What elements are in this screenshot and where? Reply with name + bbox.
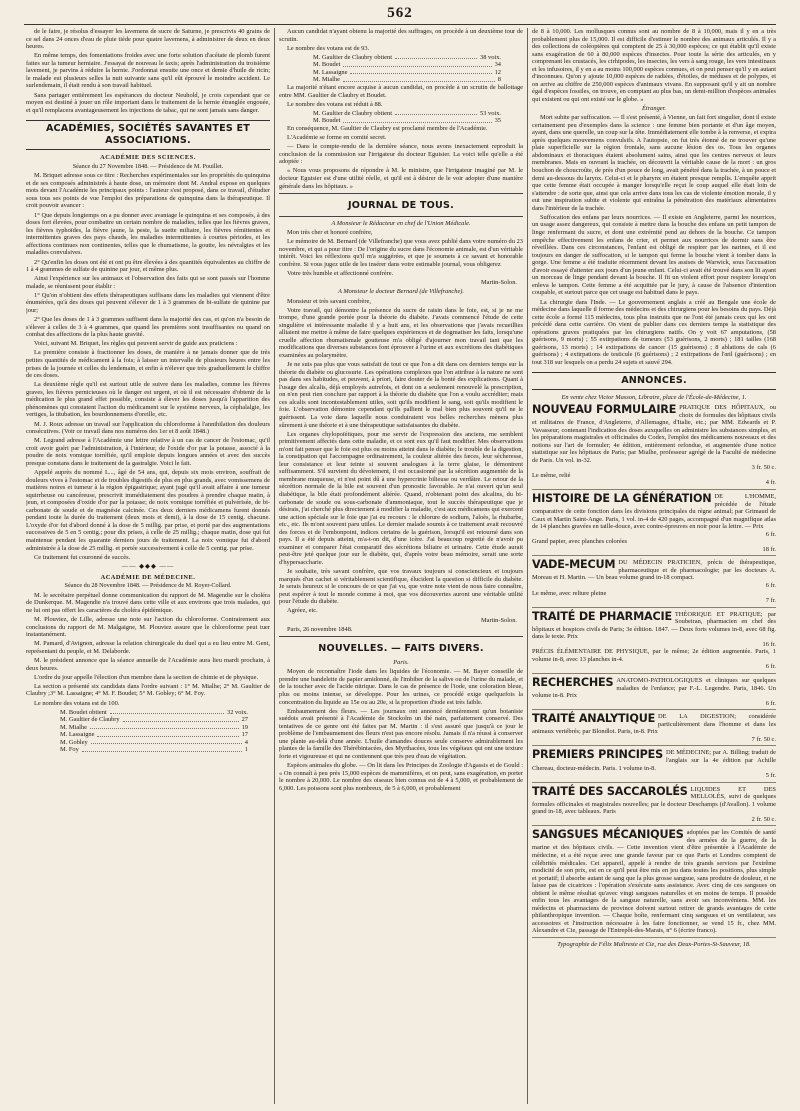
signature: Martin-Solon. — [480, 616, 517, 624]
ad-title: TRAITÉ DE PHARMACIE — [532, 609, 672, 623]
ad-text: DE L'HOMME, précédée de l'étude comparative de cette fonction dans les divisions principales du règne animal; par Grimaud de Caux et Martin Saint-Ange. Paris, 1 vol. in-4 de 420 pages, accompagné d'un magnifique atlas de 14 planches gravées en taille-douce, avec contre-épreuves en noir pour la lettre. — Prix — [532, 493, 776, 531]
letter-addressee: A Monsieur le Rédacteur en chef de l'Union Médicale. — [331, 220, 471, 228]
ad-item — [532, 404, 776, 490]
ad-extra-price: 7 fr. — [765, 597, 776, 605]
paragraph: 2° Que les doses de 1 à 3 grammes suffisent dans la majorité des cas, et qu'on n'a besoin de s'élever à celles de 3 à 4 grammes, que quand les premières sont insuffisantes ou quand on combat des affections de la plus haute gravité. — [26, 316, 270, 339]
paragraph: Mon très cher et honoré confrère, — [287, 229, 373, 237]
ad-text: DU MÉDECIN PRATICIEN, précis de thérapeutique, pharmaceutique et de pharmacologie; par les docteurs A. Moreau et H. Martin. — Un beau volume grand in-18 compact. — [532, 559, 776, 582]
ad-extra-price: 4 fr. — [765, 479, 776, 487]
paragraph: Le nombre des votans est de 100. — [34, 699, 120, 707]
paragraph: M. le secrétaire perpétuel donne communication du rapport de M. Magendie sur le choléra de Dunkerque. M. Magendie n'a trouvé dans cette ville et aux environs que trois malades, qui ne lui ont pas offert les caractères du choléra épidémique. — [26, 591, 270, 614]
news-item: Moyen de reconnaître l'iode dans les liquides de l'économie. — M. Bayer conseille de prendre une bandelette de papier amidonné, de l'imbiber de la salive ou de l'urine du malade, et de la toucher avec de l'acide nitrique. Dans le cas de présence de l'iode, une coloration bleue, plus ou moins intense, se développe. Pour les urines, ce procédé exige quelquefois la concentration du liquide au 15e ou au 20e, si la proportion d'iode est très faible. — [279, 668, 523, 706]
header-rule — [24, 24, 776, 25]
ad-price: 3 fr. 50 c. — [751, 464, 776, 472]
session-line: Séance du 27 Novembre 1848. — Présidence de M. Pouillet. — [72, 162, 224, 170]
paragraph: Le mémoire de M. Bernard (de Villefranche) que vous avez publié dans votre numéro du 23 novembre, et qui a pour titre : De l'origine du sucre dans l'économie animale, est d'un véritable intérêt. Voici les réflexions qu'il m'a suggérées, et que je soumets à ce savant et honorable confrère. Si vous jugez utile de les insérer dans votre estimable journal, vous obligerez — [279, 238, 523, 269]
ad-item — [532, 749, 776, 782]
ad-text: LIQUIDES ET DES MELLOLÉS, suivi de quelques formules officinales et magistrales nouvelles; par le docteur Deschamps (d'Avallon). 1 volume grand in-18, avec tableaux. Paris — [532, 785, 776, 816]
vote-row: M. Gaultier de Claubry obtient 38 voix. — [313, 53, 501, 61]
news-item: Embaumement des fleurs. — Les journaux ont annoncé dernièrement qu'un botaniste suédois avait présenté à l'Académie de Stockolm un thé nain, parfaitement conservé. Des tentatives de ce genre ont été faites par M. Martin : il s'est assuré que jusqu'à ce jour le problème de l'embaumement des fleurs n'est pas encore résolu. Jamais il n'a réussi à conserver une plante au-delà d'une année. L'huile d'amandes douces seule conserve admirablement les plantes de la famille des Thérébintacées, des Myrthacées, tous les végétaux qui ont une texture forte et vigoureuse et qui ne contiennent que très peu d'eau de végétation. — [279, 707, 523, 760]
paragraph: M. Briquet adresse sous ce titre : Recherches expérimentales sur les propriétés du quinquina et de ses composés administrés à haute dose, un mémoire dont M. Andral expose en quelques mots devant l'Académie les principaux points : l'auteur s'est proposé, dans ce travail, d'étudier sous tous ses points de vue l'emploi des préparations de quinquina dans la thérapeutique. Il croit pouvoir avancer : — [26, 172, 270, 210]
ad-item — [532, 786, 776, 827]
column-middle — [279, 28, 523, 1104]
ads-intro: En vente chez Victor Masson, Libraire, place de l'École-de-Médecine, 1. — [561, 394, 747, 402]
imprint-line: Typographie de Félix Maltreste et Cie, rue des Deux-Portes-St-Sauveur, 18. — [557, 940, 751, 948]
ad-text: DE LA DIGESTION; considérée particulièrement dans l'homme et dans les animaux vertébrés; par Blondlot. Paris, in-8. Prix — [532, 713, 776, 736]
ad-extra: PRÉCIS ÉLÉMENTAIRE DE PHYSIQUE, par le même; 2e édition augmentée. Paris, 1 volume in-8, avec 13 planches in-4. — [532, 648, 776, 663]
paragraph: Aucun candidat n'ayant obtenu la majorité des suffrages, on procède à un deuxième tour de scrutin. — [279, 28, 523, 43]
vote-table — [279, 54, 523, 84]
session-line: Séance du 28 Novembre 1848. — Présidence de M. Royer-Collard. — [64, 582, 232, 590]
paragraph: M. J. Roux adresse un travail sur l'application du chloroforme à l'annihilation des douleurs consécutives. (Voir ce travail dans nos numéros des 1er et 8 août 1848.) — [26, 420, 270, 436]
ads-title: ANNONCES. — [532, 372, 776, 390]
paragraph: Agréez, etc. — [287, 607, 318, 615]
vote-row: M. Foy 1 — [60, 746, 248, 754]
ad-item — [532, 493, 776, 556]
paragraph: Ainsi l'expérience sur les animaux et l'observation des faits qui se sont passés sur l'homme malade, se réunissent pour établir : — [26, 275, 270, 290]
vote-row: M. Gaultier de Claubry 27 — [60, 716, 248, 724]
paragraph: Je ne suis pas plus que vous satisfait de tout ce que l'on a dit dans ces derniers temps sur la théorie du diabète ou glucosurie. Les opérations complexes que l'on attribue à la nature ne sont pas dans ses habitudes, et peuvent, à priori, faire douter de la bonté des explications. Quant à l'usage des alcalis, déjà employés autrefois, et dont on a seulement renouvelé la prescription, on n'en peut rien conclure par rapport à la théorie du diabète que l'on a voulu accréditer; mais ces alcalis sont incontestablement utiles, soit qu'ils modifient le sang, soit qu'ils modifient le foie. L'observation démontre cependant qu'ils pallient le mal bien plus souvent qu'il ne le guérissent. La voie dans laquelle nous conduiraient vos belles recherches mènera plus sûrement à une théorie et à une thérapeutique satisfaisantes du diabète. — [279, 361, 523, 429]
vote-row: M. Boudet obtient 32 voix. — [60, 708, 248, 716]
ad-price: 6 fr. — [765, 530, 776, 538]
ad-title: NOUVEAU FORMULAIRE — [532, 402, 677, 416]
paragraph: L'ordre du jour appelle l'élection d'un membre dans la section de chimie et de physique. — [34, 673, 259, 681]
vote-row: M. Boudet 34 — [313, 61, 501, 69]
ad-extra: Le même, relié — [532, 471, 571, 479]
vote-table — [26, 709, 270, 754]
column-divider — [274, 28, 275, 1104]
ad-title: SANGSUES MÉCANIQUES — [532, 828, 684, 842]
paragraph: Monsieur et très savant confrère, — [287, 297, 371, 305]
ad-title: TRAITÉ ANALYTIQUE — [532, 712, 656, 726]
ad-extra: Le même, avec reliure pleine — [532, 589, 607, 597]
ad-text: DE MÉDECINE; par A. Billing; traduit de l'anglais sur la 4e édition par Achille Chereau, docteur-médecin. Paris. 1 volume in-8. — [532, 749, 776, 772]
vote-row: M. Gobley 4 — [60, 738, 248, 746]
paragraph: de 8 à 10,000. Les mollusques connus sont au nombre de 8 à 10,000, mais il y en a très probablement plus de 15,000. Il est difficile d'estimer le nombre des animaux articulés. Il y a des collections de coléoptères qui comptent de 25 à 30,000 espèces; ce qui établit qu'il existe sans exagération de 60 à 80,000 espèces d'insectes. Pour toute la série des articulés, en y comprenant les crustacés, les cirhipodes, les insectes, les vers à sang rouge, les vers intestinaux et les infusoires, il y en a au moins 100,000 espèces connues, et on peut penser qu'il y en autant d'inconnues. Qu'on y ajoute 10,000 espèces de radiées, d'étoiles, de méduses et de polypes, et on arrive au chiffre de 250,000 espèces d'animaux vivans. En supposant qu'il y ait un nombre égal d'espèces fossiles, on trouve, en comptant au plus bas, un demi-million d'espèces animales qui existent ou qui ont existé sur le globe. » — [532, 28, 776, 103]
paragraph: La majorité n'étant encore acquise à aucun candidat, on procède à un scrutin de ballottage entre MM. Gaultier de Claubry et Boudet. — [279, 84, 523, 99]
paragraph: « Nous vous proposons de répondre à M. le ministre, que l'irrigateur imaginé par M. le docteur Eguisier est d'une utilité réelle, et qu'il est à désirer de le voir adopter d'une manière générale dans les hôpitaux. » — [279, 167, 523, 190]
section-banner: ACADÉMIES, SOCIÉTÉS SAVANTES ET ASSOCIATIONS. — [26, 120, 270, 150]
paragraph: Le nombre des votans est réduit à 88. — [287, 100, 383, 108]
ad-text: ANATOMO-PATHOLOGIQUES et cliniques sur quelques maladies de l'enfance; par F.-L. Legendre. Paris, 1846. Un volume in-8. Prix — [532, 677, 776, 700]
paragraph: Sans partager entièrement les espérances du docteur Neuhold, je crois cependant que ce moyen est destiné à jouer un rôle important dans le traitement de la hernie étranglée engouée, et qu'il remplacera avantageusement les injections de tabac, qui ne sont jamais sans danger. — [26, 91, 270, 114]
vote-table — [279, 110, 523, 125]
section-title: NOUVELLES. — FAITS DIVERS. — [318, 643, 484, 655]
ad-extra: Grand papier, avec planches colorées — [532, 538, 628, 546]
paragraph: La section a présenté six candidats dans l'ordre suivant : 1° M. Mialhe; 2° M. Gaultier de Claubry ;3° M. Lassaigne; 4° M. F. Boudet; 5° M. Gobley; 6° M. Foy. — [26, 682, 270, 698]
ad-item — [532, 829, 776, 938]
signature: Martin-Solon. — [480, 279, 517, 287]
ad-price: 6 fr. — [765, 699, 776, 707]
ad-title: VADE-MECUM — [532, 558, 616, 572]
paragraph: Voici, suivant M. Briquet, les règles qui peuvent servir de guide aux praticiens : — [34, 340, 238, 348]
ad-title: RECHERCHES — [532, 676, 614, 690]
paragraph: — Dans le compte-rendu de la dernière séance, nous avons inexactement reproduit la conclusion de la commission sur l'irrigateur du docteur Eguisier. La voici telle qu'elle a été adoptée : — [279, 143, 523, 166]
paragraph: 1° Que depuis longtemps on a pu donner avec avantage le quinquina et ses composés, à des doses fort élevées, pour combattre un certain nombre de maladies, telles que les fièvres graves, les fièvres typhoïdes, la fièvre jaune, la peste, la suette miliaire, les fièvres rémittentes et intermittentes graves des pays chauds, les maladies intermittentes à courtes périodes, et les affections continues non continentes, telles que le rhumatisme, la goutte, les névralgies et les maladies convulsives. — [26, 211, 270, 257]
vote-row: M. Mialhe 8 — [313, 76, 501, 84]
ad-price: 7 fr. 50 c. — [751, 735, 776, 743]
paragraph: Votre très humble et affectionné confrère. — [287, 270, 394, 278]
paragraph: de le faire, je résolus d'essayer les lavemens de sucre de Saturne, je prescrivis 40 grains de ce sel dans 24 onces d'eau de pluie tiède pour quatre lavemens, à administrer de deux en deux heures. — [26, 28, 270, 51]
ad-text: THÉORIQUE ET PRATIQUE; par Soubeiran, pharmacien en chef des hôpitaux et hospices civils de Paris; 3e édition. 1847. — Deux forts volumes in-8, avec 68 fig. dans le texte. Prix — [532, 610, 776, 641]
ad-title: TRAITÉ DES SACCAROLÉS — [532, 784, 688, 798]
paragraph: Le nombre des votans est de 93. — [287, 44, 370, 52]
section-title: ACADÉMIE DES SCIENCES. — [100, 154, 196, 162]
ad-price: 2 fr. 50 c. — [751, 815, 776, 823]
paragraph: La première consiste à fractionner les doses, de manière à ne jamais donner que de très petites quantités de médicament à la fois; à laisser un intervalle de plusieurs heures entre les prises de la journée et celles du lendemain, et enfin à n'élever que très graduellement le chiffre de ces doses. — [26, 349, 270, 380]
paragraph: M. Legrand adresse à l'Académie une lettre relative à un cas de cancer de l'estomac, qu'il croit avoir guéri par l'administration, à l'intérieur, de l'oxide d'or par la potasse, associé à la poudre de noix vomique torréfiée, qu'il emploie depuis longues années et avec des succès presque constans dans le traitement de la gastralgie. Voici le fait. — [26, 437, 270, 467]
news-item: Mort subite par suffocation. — Il s'est présenté, à Vienne, un fait fort singulier, dont il existe certainement peu d'exemples dans la science : une femme bien portante et d'un âge moyen, ayant, dans une querelle, un coup sur la tête. Immédiatement elle tombe à la renverse, et expira après quelques mouvemens convulsifs. A l'autopsie, on fut très étonné de ne trouver qu'une plaie superficielle sur la région frontale, sans aucune lésion des os. Tous les organes abdominaux et thoraciques étaient absolument sains, ainsi que les centres nerveux et leurs membranes. Mais en ouvrant la trachée, on découvrit la véritable cause de la mort : un gros bouchon de choucroûte, de près d'un pouce de long, avait pénétré dans la trachée, à un pouce et demi au-dessous du larynx. Celui-ci et le pharynx en étaient presque remplis. L'enquête apprit que cette femme était occupée à manger lorsqu'elle reçut le coup auquel elle était loin de s'attendre : de sorte que, ainsi que cela arrive dans tous les cas de violente émotion morale, il y eut une inspiration subite et violente qui entraîna la pénétration des matériaux alimentaires dans l'intérieur de la trachée. — [532, 114, 776, 212]
ornament-divider: —— ◆◆◆ —— — [121, 563, 175, 571]
paragraph: 2° Qu'enfin les doses ont été et ont pu être élevées à des quantités équivalentes au chiffre de 1 à 4 grammes de sulfate de quinine par jour, et même plus. — [26, 258, 270, 274]
paragraph: Ce traitement fut couronné de succès. — [34, 553, 131, 561]
vote-row: M. Gaultier de Claubry obtient 53 voix. — [313, 109, 501, 117]
paragraph: M. Pamard, d'Avignon, adresse la relation chirurgicale du duel qui a eu lieu entre M. Gent, représentant du peuple, et M. Delaborde. — [26, 640, 270, 655]
dateline: Paris, 26 novembre 1848. — [287, 625, 353, 633]
ad-title: HISTOIRE DE LA GÉNÉRATION — [532, 492, 712, 505]
ad-price: 6 fr. — [765, 582, 776, 590]
ad-price: 16 fr. — [762, 640, 776, 648]
ad-extra-price: 18 fr. — [762, 545, 776, 553]
ad-item — [532, 611, 776, 674]
section-title: JOURNAL DE TOUS. — [348, 200, 454, 212]
paragraph: Je souhaite, très savant confrère, que vos travaux toujours si consciencieux et toujours marqués d'un cachet si véritablement scientifique, élucident la question si difficile du diabète. Je serais heureux si le concours de ce que j'ai vu, que votre note vient de nous faire connaître, peut espérer à tout le monde comme à moi, que vos découvertes auront une véritable utilité pour l'étude du diabète. — [279, 568, 523, 606]
paragraph: La deuxième règle qu'il est surtout utile de suivre dans les maladies, comme les fièvres graves, les fièvres pernicieuses où le danger est urgent, et où il est nécessaire d'obtenir de la médication le plus grand effet possible, consiste à élever les doses jusqu'à l'apparition des phénomènes qui constatent l'action du médicament sur le système nerveux, la céphalalgie, les vertiges, la titubation, les bourdonnemens d'oreille, etc. — [26, 381, 270, 419]
news-item: Espèces animales du globe. — On lit dans les Principes de Zoologie d'Agassis et de Gould : « On connaît à peu près 15,000 espèces de mammifères, et on peut, sans exagération, en porter le nombre à 20,000. Le nombre des oiseaux bien connus est de 4 à 5,000, et probablement de 6,000. Les poissons sont plus nombreux, de 5 à 6,000, et probablement — [279, 762, 523, 792]
vote-row: M. Lassaigne 17 — [60, 731, 248, 739]
ad-title: PREMIERS PRINCIPES — [532, 748, 663, 762]
vote-row: M. Mialhe 19 — [60, 723, 248, 731]
news-item: La chirurgie dans l'Inde. — Le gouvernement anglais a créé au Bengale une école de médecine dans laquelle il forme des médecins et des chirurgiens pour les besoins du pays. Déjà cette école a formé 115 médecins, tous plus instruits que ne l'ont été jamais ceux qui les ont précédé dans cette carrière. On vient de publier dans ces derniers temps la statistique des opérations graves pratiquées par les chirurgiens natifs. On y voit 67 amputations, (58 guérisons, 9 morts) ; 55 extirpations de tumeurs (53 guérisons, 2 morts) ; 181 tailles (168 guérisons, 13 morts) ; 14 extirpations de cancer (15 guérisons) ; 8 ablations de cals (6 guérisons) ; 4 extirpations de testicule (6 guérisons) ; 2 extirpations de l'œil (guérisons) ; en tout 318 sur lesquels on a perdu 24 sujets et sauvé 294. — [532, 298, 776, 366]
ad-text: adoptées par les Comités de santé des armées de la guerre, de la marine et des hôpitaux civils. — Cette invention vient d'être présentée à l'Académie de médecine, et a été reçue avec une grande faveur par ce que Paris et Londres comptent de célébrités médicales. Cet appareil, appelé à rendre de très grands services par l'extrême modicité de son prix, est en ce qu'il peut être mis en jeu dans toutes les positions, plus simple et portatif; il absorbe autant de sang que la plus grosse sangsue, sans produire de douleur, et ne laisse pas de cicatrices : l'opération s'exécute sans assistance. Avec cinq de ces sangsues on obtient le même résultat qu'avec vingt sangsues naturelles et en moins de temps. Il possède enfin tous les avantages de la sangsue naturelle, sans avoir ses inconvéniens. MM. les médecins et pharmaciens de province doivent surtout retirer de grands avantages de cette philanthropique invention. — Chaque boîte, renfermant cinq sangsues et un ventilateur, ses accessoires et l'instruction nécessaire à les faire fonctionner, se vend 15 fr., chez MM. Alexandre et Cie, passage de l'Entrepôt-des-Marais, n° 6 (écrire franco). — [532, 829, 776, 935]
paragraph: Appelé auprès du nommé L..., âgé de 54 ans, qui, depuis six mois environ, souffrait de douleurs vives à l'estomac et de troubles digestifs de plus en plus grands, avec vomissemens de matières noires et tumeur à la région épigastrique; ayant jugé qu'il avait affaire à une tumeur squirrheuse ou cancéreuse, prescrivit immédiatement des poudres à prendre chaque matin, à jeun, et composées d'oxide d'or par la potasse; de noix vomique torréfiée et pulvérisée, de bi-carbonate de soude et de magnésie calcinée. Ces deux derniers médicamens furent donnés pendant toute la durée du traitement (deux mois et demi), à la dose de 15 centig. chacune. L'oxyde d'or fut d'abord donné à la dose de 5 millig. par prise, et porté par des augmentations successives de 5 en 5 centig.; pour dix prises, à celle de 25 millig.; chaque matin, dose qui fut maintenue pendant les quarante derniers jours de traitement. La noix vomique fut d'abord administrée à la dose de 25 millig. et portée successivement à celle de 5 centig. par prise. — [26, 469, 270, 552]
section-title: ACADÉMIE DE MÉDECINE. — [100, 573, 196, 581]
page-number: 562 — [387, 5, 413, 21]
rule — [279, 216, 523, 217]
subsection-title: Étranger. — [642, 105, 666, 113]
ad-item — [532, 713, 776, 746]
paragraph: Votre travail, qui démontre la présence du sucre de raisin dans le foie, est, si je ne me trompe, d'une grande portée pour la théorie du diabète. J'avais commencé l'étude de cette singulière et intéressante maladie il y a huit ans, et les observations que j'avais recueillies alliaient me mettre à même de faire quelques expériences et de dogmatiser les faits, lorsqu'une cruelle affection rhumatismale goutteuse m'a obligé d'ajourner mon travail tant que les modifications que diverses substances font éprouver à l'urine et aux excrétions des diabétiques examinées au polarymètre. — [279, 306, 523, 359]
vote-row: M. Lassaigne 12 — [313, 68, 501, 76]
paragraph: L'Académie se forme en comité secret. — [287, 134, 387, 142]
column-divider — [527, 28, 528, 1104]
news-item: Suffocation des enfans par leurs nourrices. — Il existe en Angleterre, parmi les nourrices, un usage assez dangereux, qui consiste à mettre dans la bouche des enfans un petit tampon de linge renfermant du sucre, et dont une extrémité pend au dehors de la bouche. Ce tampon empêche effectivement les enfans de crier, et permet aux nourrices de dormir sans être réveillées. Dans ces circonstances, l'enfant est obligé de respirer par les narines, et il est toujours en danger de suffocation, si le tampon qui ferme la bouche vient à tomber dans la gorge. Une femme a été traduite récemment devant les assises de Warwick, sous l'accusation d'avoir essayé d'attenter aux jours d'un jeune enfant. Celui-ci avait été trouvé dans son lit ayant un morceau de linge pendant devant la bouche. Il fit un violent effort pour respirer lorsqu'on enleva le tampon. Cette femme a été acquittée par le jury, à cause de l'absence d'intention coupable, et surtout parce que cet usage est habituel dans le pays. — [532, 213, 776, 297]
rule — [279, 636, 523, 637]
rule — [279, 193, 523, 194]
letter-addressee: A Monsieur le docteur Bernard (de Villefranche). — [337, 288, 465, 296]
ad-item — [532, 559, 776, 607]
paragraph: En même temps, des fomentations froides avec une forte solution d'acétate de plomb furent faites sur la tumeur herniaire. J'essayai de nouveau le taxis; après l'administration du troisième lavement, je parvins à réduire la hernie. J'ordonnai ensuite une once et demie d'huile de ricin; le malade eut plusieurs selles la nuit suivante sans qu'il eût éprouvé le moindre accident. Le surlendemain, il était rendu à son travail habituel. — [26, 52, 270, 90]
column-right — [532, 28, 776, 1104]
paragraph: M. le président annonce que la séance annuelle de l'Académie aura lieu mardi prochain, à deux heures. — [26, 657, 270, 672]
paragraph: M. Plouviez, de Lille, adresse une note sur l'action du chloroforme. Contrairement aux conclusions du rapport de M. Malgaigne, M. Plouviez assure que le chloroforme peut tuer instantanément. — [26, 616, 270, 639]
news-city: Paris. — [393, 659, 409, 667]
ad-text: PRATIQUE DES HÔPITAUX, ou choix de formules des hôpitaux civils et militaires de France, d'Angleterre, d'Allemagne, d'Italie, etc.; par MM. Edwards et P. Vavasseur; contenant l'indication des doses auxquelles on administre les substances simples, et les préparations magistrales et officinales du Codex, l'emploi des médicamens nouveaux et des notions sur l'art de formuler; 4e édition, entièrement refondue, et augmentée d'une notice statistique sur les hôpitaux de Paris; par Mialhe, professeur agrégé de la Faculté de médecine de Paris. Un vol. in-32. — [532, 403, 776, 464]
ad-extra-price: 6 fr. — [765, 663, 776, 671]
ad-price: 5 fr. — [765, 772, 776, 780]
paragraph: Les organes chylopoïétiques, pour me servir de l'expression des anciens, me semblent primitivement affectés dans cette maladie, et ce sont eux qu'il faut modifier. Mes observations m'ont fait penser que le foie est plus ou moins atteint dans le diabète; le trouble de la digestion, la constipation qui l'accompagne ordinairement, la couleur altérée des fæces, leur sécheresse, leur consistance et leur teinte si souvent analogues à la terre glaise, le démontrent suffisamment. S'il survient du dévoiement, il est occasionné par la sécrétion augmentée de la membrane muqueuse, et n'est point dû à une hypercrinie bilieuse ou verdâtre. Le retour de la sécrétion normale de la bile est souvent d'un pronostic favorable. Je n'ai ouvert qu'un seul diabétique, la bile était profondément altérée. Quand, n'obtenant point des alcalins, du bi-carbonate de soude ou sous-carbonate d'ammoniaque, tout le succès thérapeutique que je désirais, j'ai cherché plus directement à modifier la maladie, c'est aux médicamens qui exercent une action spéciale sur le foie que j'ai eu recours : le chlorure de sodium, l'aloès, la rhubarbe, etc., etc. Ils m'ont souvent paru utiles. Le dernier malade soumis à ce traitement avait recouvré des forces et de l'embonpoint, indices certains de la guérison, lorsqu'il est retourné dans son pays. Il a été depuis atteint, m'a-t-on dit, d'une icère. J'ai beaucoup regretté de n'avoir pu examiner et comparer l'état comparatif des sécrétions biliaire et urinaire. Cette étude aurait peut-être jeté quelque jour sur le diabète, qui, d'après votre beau mémoire, serait une sorte d'hypersaccharie. — [279, 430, 523, 566]
paragraph: En conséquence, M. Gaultier de Claubry est proclamé membre de l'Académie. — [287, 124, 488, 132]
paragraph: 1° Qu'on n'obtient des effets thérapeutiques suffisans dans les maladies qui viennent d'être énumérées, qu'à des doses qui peuvent s'élever de 1 à 3 grammes de bi-sulfate de quinine par jour; — [26, 291, 270, 314]
ad-item — [532, 677, 776, 710]
column-left — [26, 28, 270, 1104]
vote-row: M. Boudet 35 — [313, 117, 501, 125]
